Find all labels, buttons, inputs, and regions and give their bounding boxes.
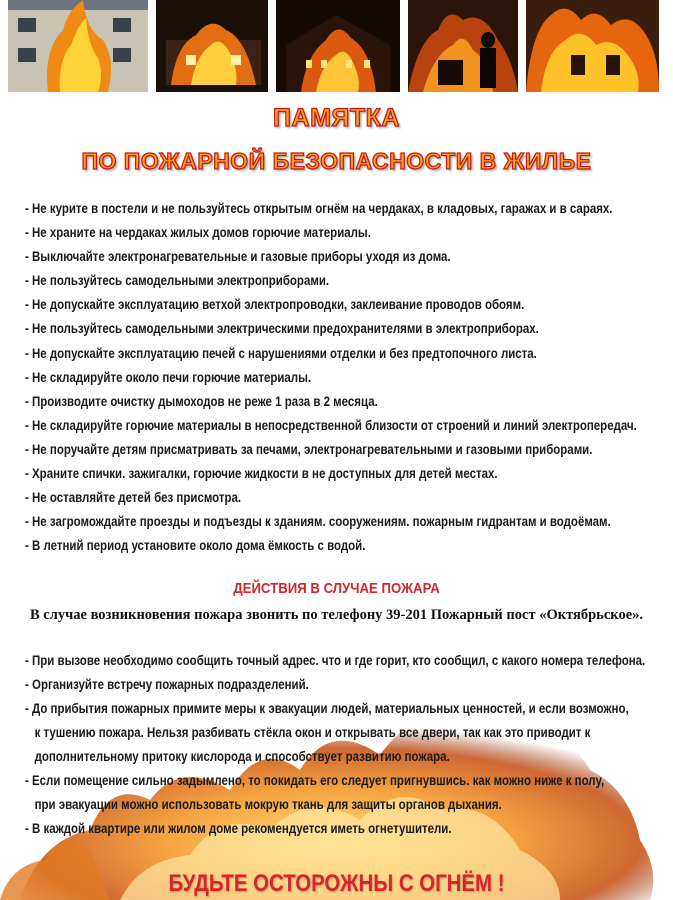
closing-slogan: БУДЬТЕ ОСТОРОЖНЫ С ОГНЁМ !: [168, 870, 505, 897]
list-item: - Не курите в постели и не пользуйтесь открытым огнём на чердаках, в кладовых, гаражах и в сараях.: [25, 196, 554, 220]
list-item: - Не допускайте эксплуатацию печей с нарушениями отделки и без предтопочного листа.: [25, 341, 554, 365]
list-item: - В каждой квартире или жилом доме рекомендуется иметь огнетушители.: [25, 820, 452, 836]
list-item: - Не складируйте около печи горючие материалы.: [25, 365, 554, 389]
emergency-phone-note: В случае возникновения пожара звонить по телефону 39-201 Пожарный пост «Октябрьское».: [29, 607, 644, 623]
list-item: - Не оставляйте детей без присмотра.: [25, 485, 554, 509]
list-item: - В летний период установите около дома ёмкость с водой.: [25, 533, 554, 557]
list-item: - Не складируйте горючие материалы в непосредственной близости от строений и линий электропередач.: [25, 413, 554, 437]
list-item: - Не загромождайте проезды и подъезды к зданиям. сооружениям. пожарным гидрантам и водоёмам.: [25, 509, 554, 533]
list-item: - Если помещение сильно задымлено, то покидать его следует пригнувшись. как можно ниже к полу,: [25, 772, 605, 788]
list-item: - До прибытия пожарных примите меры к эвакуации людей, материальных ценностей, и если возможно,: [25, 700, 629, 716]
list-item: к тушению пожара. Нельзя разбивать стёкла окон и открывать все двери, так как это приводит к: [25, 724, 591, 740]
list-item: - Храните спички. зажигалки, горючие жидкости в не доступных для детей местах.: [25, 461, 554, 485]
list-item: - Не пользуйтесь самодельными электроприборами.: [25, 268, 554, 292]
actions-heading: ДЕЙСТВИЯ В СЛУЧАЕ ПОЖАРА: [233, 580, 440, 597]
burning-building-photo: [8, 0, 148, 92]
page-title: ПАМЯТКА: [273, 104, 400, 132]
photo-strip: [0, 0, 673, 92]
safety-rules-list: [25, 196, 670, 557]
firefighter-interior-photo: [408, 0, 518, 92]
fire-actions-list: [25, 648, 673, 840]
burning-manor-photo: [276, 0, 400, 92]
night-fire-house-photo: [156, 0, 268, 92]
burning-wooden-house-photo: [526, 0, 659, 92]
list-item: - Выключайте электронагревательные и газовые приборы уходя из дома.: [25, 244, 554, 268]
page-subtitle: ПО ПОЖАРНОЙ БЕЗОПАСНОСТИ В ЖИЛЬЕ: [81, 148, 592, 174]
list-item: при эвакуации можно использовать мокрую ткань для защиты органов дыхания.: [25, 796, 502, 812]
list-item: - Не пользуйтесь самодельными электрическими предохранителями в электроприборах.: [25, 316, 554, 340]
list-item: - Производите очистку дымоходов не реже 1 раза в 2 месяца.: [25, 389, 554, 413]
list-item: - Организуйте встречу пожарных подразделений.: [25, 676, 309, 692]
list-item: - Не поручайте детям присматривать за печами, электронагревательными и газовыми приборами.: [25, 437, 554, 461]
list-item: - Не допускайте эксплуатацию ветхой электропроводки, заклеивание проводов обоям.: [25, 292, 554, 316]
list-item: дополнительному притоку кислорода и способствует развитию пожара.: [25, 748, 450, 764]
list-item: - При вызове необходимо сообщить точный адрес. что и где горит, кто сообщил, с какого номера телефона.: [25, 652, 646, 668]
list-item: - Не храните на чердаках жилых домов горючие материалы.: [25, 220, 554, 244]
